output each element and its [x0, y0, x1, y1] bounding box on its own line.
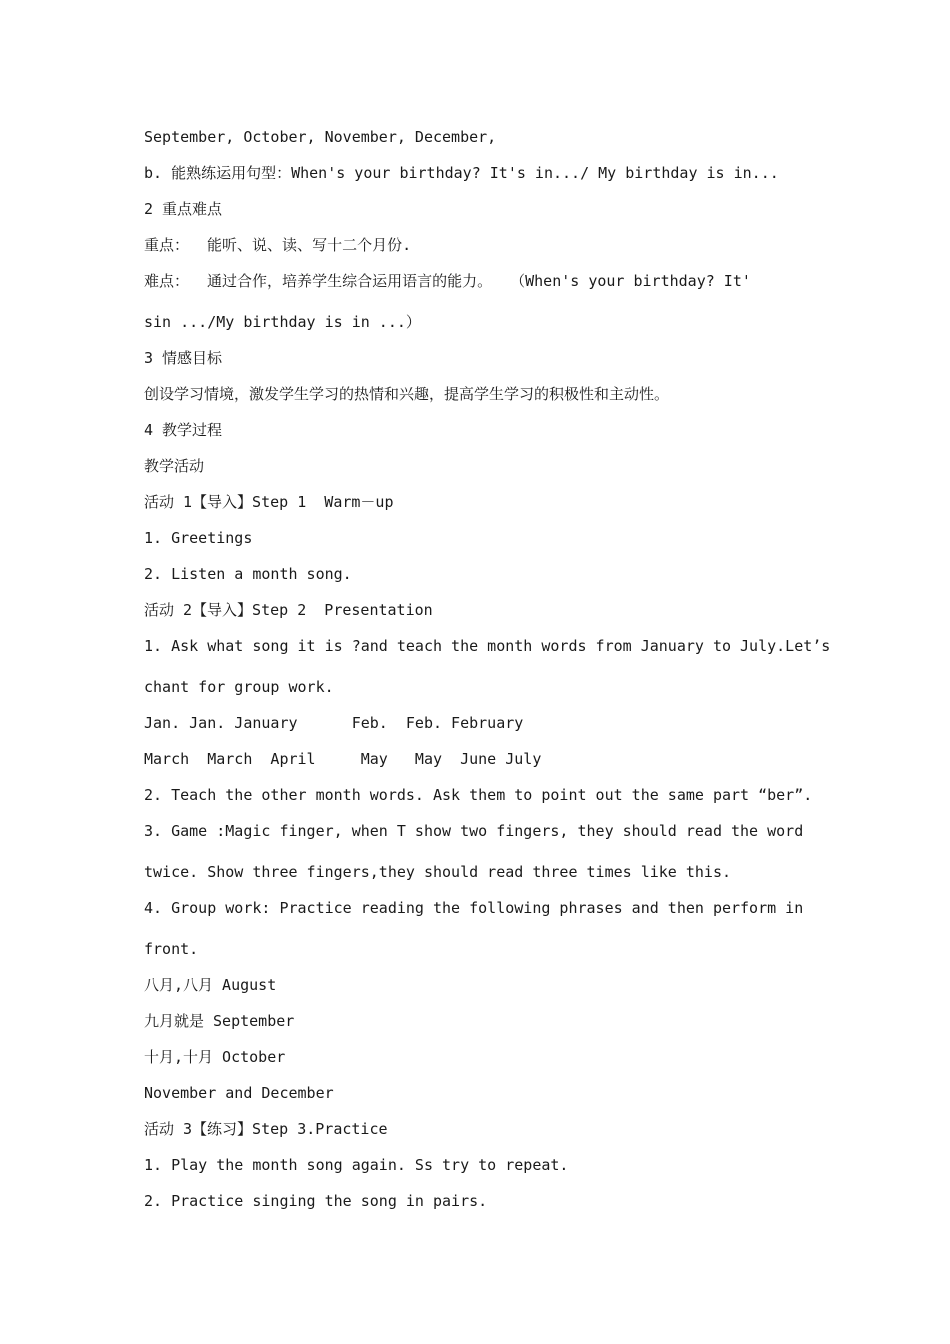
text-line: sin .../My birthday is in ...） [144, 313, 421, 331]
text-line: 创设学习情境，激发学生学习的热情和兴趣，提高学生学习的积极性和主动性。 [144, 385, 670, 403]
list-item: 1. Greetings [144, 529, 253, 547]
text-line: September, October, November, December, [144, 128, 497, 146]
text-line: twice. Show three fingers,they should read three times like this. [144, 863, 731, 881]
text-line: b. 能熟练运用句型：When's your birthday? It's in.../ My birthday is in... [144, 164, 779, 182]
list-item: 3. Game :Magic finger, when T show two fingers, they should read the word [144, 822, 804, 840]
text-line: front. [144, 940, 199, 958]
section-heading: 4 教学过程 [144, 421, 223, 439]
phrase-line: 八月,八月 August [144, 976, 277, 994]
list-item: 2. Listen a month song. [144, 565, 352, 583]
phrase-line: 九月就是 September [144, 1012, 295, 1030]
phrase-line: November and December [144, 1084, 334, 1102]
text-line: 教学活动 [144, 457, 205, 475]
list-item: 1. Ask what song it is ?and teach the month words from January to July.Let’s [144, 637, 831, 655]
section-heading: 2 重点难点 [144, 200, 223, 218]
list-item: 4. Group work: Practice reading the following phrases and then perform in [144, 899, 804, 917]
section-heading: 3 情感目标 [144, 349, 223, 367]
activity-heading: 活动 2【导入】Step 2 Presentation [144, 601, 433, 619]
list-item: 1. Play the month song again. Ss try to repeat. [144, 1156, 569, 1174]
list-item: 2. Practice singing the song in pairs. [144, 1192, 488, 1210]
document-body [144, 125, 831, 1225]
activity-heading: 活动 1【导入】Step 1 Warm－up [144, 493, 394, 511]
text-line: chant for group work. [144, 678, 334, 696]
chant-line: Jan. Jan. January Feb. Feb. February [144, 714, 524, 732]
text-line: 难点： 通过合作，培养学生综合运用语言的能力。 （When's your birthday? It' [144, 272, 751, 290]
list-item: 2. Teach the other month words. Ask them to point out the same part “ber”. [144, 786, 813, 804]
activity-heading: 活动 3【练习】Step 3.Practice [144, 1120, 388, 1138]
phrase-line: 十月,十月 October [144, 1048, 286, 1066]
chant-line: March March April May May June July [144, 750, 542, 768]
text-line: 重点： 能听、说、读、写十二个月份. [144, 236, 412, 254]
